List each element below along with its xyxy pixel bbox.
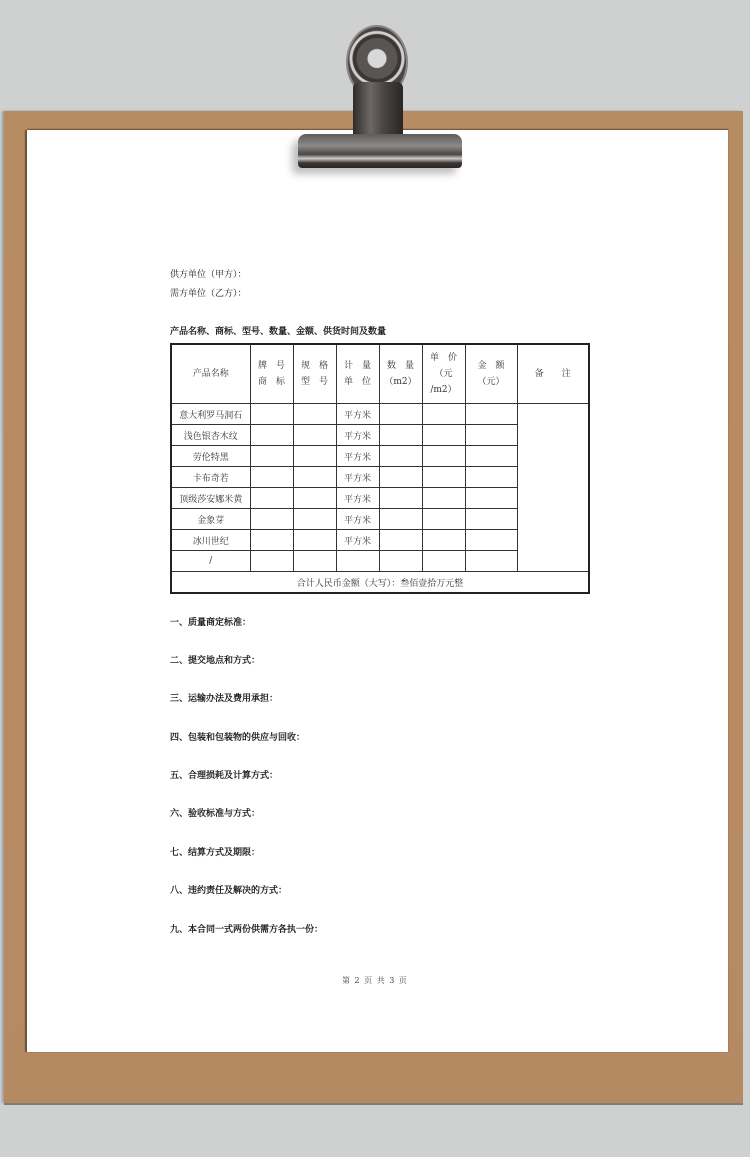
cell-amount [465,404,517,425]
table-title: 产品名称、商标、型号、数量、金额、供货时间及数量 [170,327,387,337]
cell-price [422,551,465,572]
clause-2: 二、提交地点和方式： [170,656,261,666]
cell-spec [293,446,336,467]
header-unit-price: 单 价 （元 /m2） [422,344,465,404]
cell-price [422,446,465,467]
cell-remarks [517,404,589,572]
cell-name: / [171,551,250,572]
cell-name: 冰川世纪 [171,530,250,551]
cell-qty [379,404,422,425]
header-remarks: 备 注 [517,344,589,404]
header-unit: 计 量 单 位 [336,344,379,404]
cell-brand [250,509,293,530]
clause-3: 三、运输办法及费用承担： [170,694,279,704]
cell-spec [293,467,336,488]
table-header-row [171,344,589,404]
cell-qty [379,530,422,551]
total-row [171,572,589,594]
cell-name: 意大利罗马洞石 [171,404,250,425]
clause-1: 一、质量商定标准： [170,618,252,628]
header-product-name: 产品名称 [171,344,250,404]
clause-7: 七、结算方式及期限： [170,848,261,858]
clip-bar [298,134,462,168]
cell-spec [293,488,336,509]
cell-amount [465,530,517,551]
cell-qty [379,551,422,572]
cell-qty [379,488,422,509]
cell-price [422,530,465,551]
header-spec: 规 格 型 号 [293,344,336,404]
cell-name: 浅色银杏木纹 [171,425,250,446]
header-amount: 金 额 （元） [465,344,517,404]
cell-spec [293,404,336,425]
supplier-label: 供方单位（甲方）： [170,270,247,280]
cell-qty [379,467,422,488]
cell-price [422,425,465,446]
cell-name: 卡布奇若 [171,467,250,488]
cell-price [422,509,465,530]
product-table [170,343,590,594]
cell-price [422,404,465,425]
cell-name: 劳伦特黑 [171,446,250,467]
cell-brand [250,446,293,467]
cell-amount [465,509,517,530]
cell-amount [465,425,517,446]
cell-qty [379,425,422,446]
total-amount: 合计人民币金额（大写）：叁佰壹拾万元整 [171,572,589,594]
binder-clip-icon [295,22,465,172]
cell-qty [379,446,422,467]
clause-6: 六、验收标准与方式： [170,809,261,819]
cell-unit: 平方米 [336,509,379,530]
cell-amount [465,488,517,509]
cell-qty [379,509,422,530]
cell-unit [336,551,379,572]
table-row [171,404,589,425]
cell-price [422,488,465,509]
cell-name: 金象芽 [171,509,250,530]
cell-name: 顶级莎安娜米黄 [171,488,250,509]
clause-4: 四、包装和包装物的供应与回收： [170,733,306,743]
cell-unit: 平方米 [336,446,379,467]
cell-brand [250,551,293,572]
cell-unit: 平方米 [336,530,379,551]
page-number: 第 2 页 共 3 页 [342,976,408,985]
cell-brand [250,425,293,446]
cell-spec [293,509,336,530]
cell-amount [465,551,517,572]
clause-5: 五、合理损耗及计算方式： [170,771,279,781]
cell-amount [465,446,517,467]
cell-price [422,467,465,488]
cell-spec [293,530,336,551]
cell-unit: 平方米 [336,467,379,488]
cell-spec [293,551,336,572]
cell-brand [250,488,293,509]
cell-spec [293,425,336,446]
cell-brand [250,404,293,425]
clause-9: 九、本合同一式两份供需方各执一份： [170,925,324,935]
cell-amount [465,467,517,488]
cell-unit: 平方米 [336,425,379,446]
header-brand: 牌 号 商 标 [250,344,293,404]
cell-unit: 平方米 [336,488,379,509]
cell-brand [250,530,293,551]
clause-8: 八、违约责任及解决的方式： [170,886,288,896]
buyer-label: 需方单位（乙方）： [170,289,247,299]
cell-unit: 平方米 [336,404,379,425]
header-quantity: 数 量 （m2） [379,344,422,404]
cell-brand [250,467,293,488]
